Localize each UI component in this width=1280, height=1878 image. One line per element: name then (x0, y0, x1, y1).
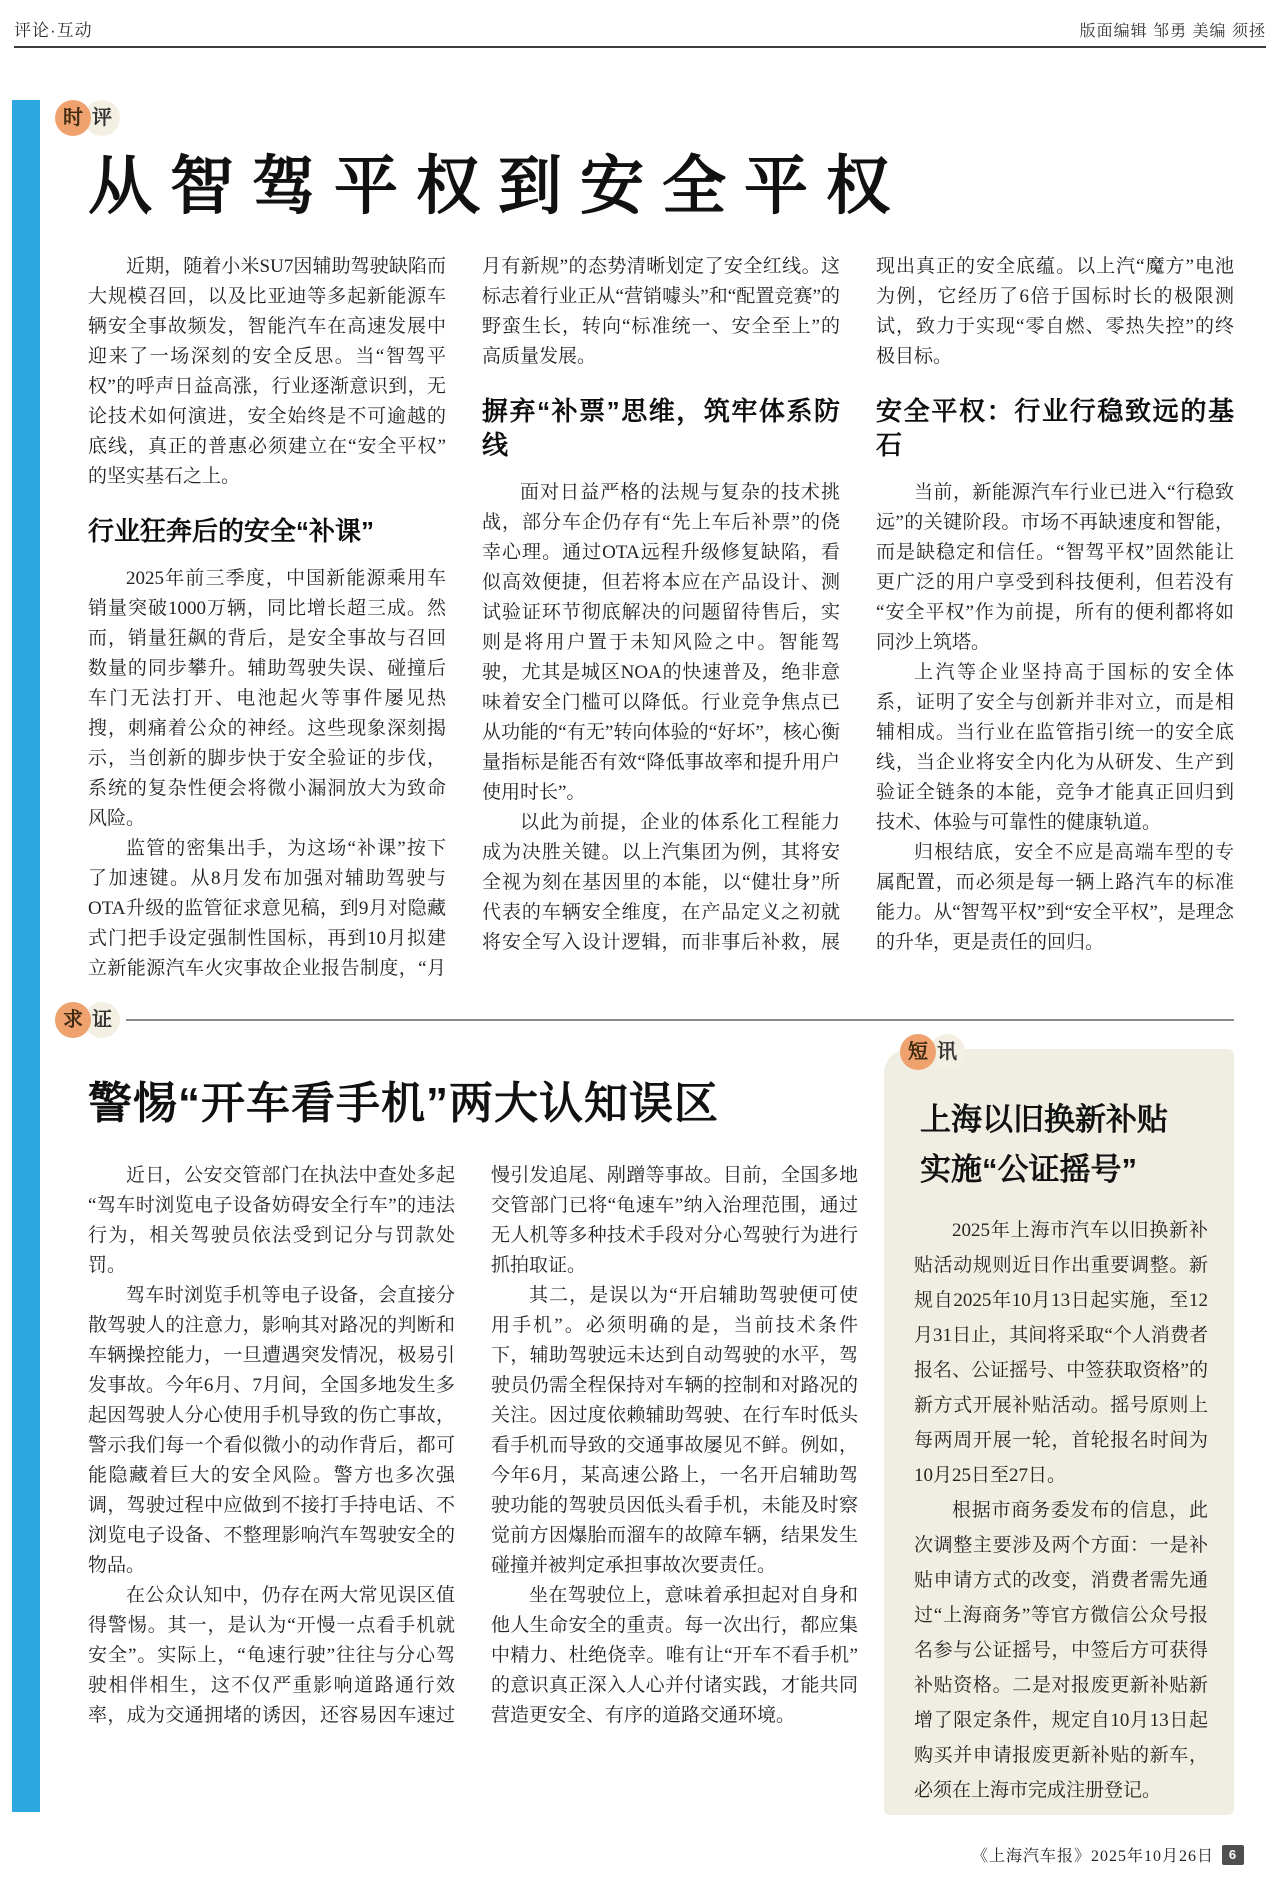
body-paragraph: 以此为前提，企业的体系化工程能力成为决胜关键。以上汽集团为例，其将安全视为刻在基因里的本能，以“健壮身”所代表的车辆安全维度，在产品定义之初就将安全写入设计逻辑，而非事后补救，展现出真正的安全底蕴。以上汽“魔方”电池为例，它经历了6倍于国标时长的极限测试，致力于实现“零自燃、零热失控”的终极目标。 (482, 256, 1234, 953)
body-paragraph: 上汽等企业坚持高于国标的安全体系，证明了安全与创新并非对立，而是相辅相成。当行业在监管指引统一的安全底线，当企业将安全内化为从研发、生产到验证全链条的本能，竞争才能真正回归到技术、体验与可靠性的健康轨道。 (876, 662, 1234, 833)
brief-title-line2: 实施“公证摇号” (920, 1152, 1137, 1187)
body-paragraph: 其二，是误以为“开启辅助驾驶便可使用手机”。必须明确的是，当前技术条件下，辅助驾驶远未达到自动驾驶的水平，驾驶员仍需全程保持对车辆的控制和对路况的关注。因过度依赖辅助驾驶、在行车时低头看手机而导致的交通事故屡见不鲜。例如，今年6月，某高速公路上，一名开启辅助驾驶功能的驾驶员因低头看手机，未能及时察觉前方因爆胎而溜车的故障车辆，结果发生碰撞并被判定承担事故次要责任。 (491, 1285, 858, 1576)
brief-title-line1: 上海以旧换新补贴 (920, 1102, 1168, 1137)
body-paragraph: 近日，公安交管部门在执法中查处多起“驾车时浏览电子设备妨碍安全行车”的违法行为，相关驾驶员依法受到记分与罚款处罚。 (88, 1165, 455, 1276)
body-paragraph: 监管的密集出手，为这场“补课”按下了加速键。从8月发布加强对辅助驾驶与OTA升级的监管征求意见稿，到9月对隐藏式门把手设定强制性国标，再到10月拟建立新能源汽车火灾事故企业报告制度，“月月有新规”的态势清晰划定了安全红线。这标志着行业正从“营销噱头”和“配置竞赛”的野蛮生长，转向“标准统一、安全至上”的高质量发展。 (88, 256, 840, 979)
badge-duanxun (900, 1034, 965, 1070)
divider-line (126, 1019, 1234, 1021)
body-paragraph: 面对日益严格的法规与复杂的技术挑战，部分车企仍存有“先上车后补票”的侥幸心理。通过OTA远程升级修复缺陷，看似高效便捷，但若将本应在产品设计、测试验证环节彻底解决的问题留待售后，实则是将用户置于未知风险之中。智能驾驶，尤其是城区NOA的快速普及，绝非意味着安全门槛可以降低。行业竞争焦点已从功能的“有无”转向体验的“好坏”，核心衡量指标是能否有效“降低事故率和提升用户使用时长”。 (482, 482, 840, 803)
masthead (14, 16, 1266, 41)
body-paragraph: 归根结底，安全不应是高端车型的专属配置，而必须是每一辆上路汽车的标准能力。从“智驾平权”到“安全平权”，是理念的升华，更是责任的回归。 (876, 842, 1234, 953)
body-paragraph: 在公众认知中，仍存在两大常见误区值得警惕。其一，是认为“开慢一点看手机就安全”。实际上，“龟速行驶”往往与分心驾驶相伴相生，这不仅严重影响道路通行效率，成为交通拥堵的诱因，还容易因车速过慢引发追尾、剐蹭等事故。目前，全国多地交管部门已将“龟速车”纳入治理范围，通过无人机等多种技术手段对分心驾驶行为进行抓拍取证。 (88, 1165, 858, 1726)
column-subhead: 安全平权：行业行稳致远的基石 (876, 396, 1234, 460)
badge-circle-cream: 讯 (929, 1034, 965, 1070)
body-paragraph: 根据市商务委发布的信息，此次调整主要涉及两个方面：一是补贴申请方式的改变，消费者需先通过“上海商务”等官方微信公众号报名参与公证摇号，中签后方可获得补贴资格。二是对报废更新补贴新增了限定条件，规定自10月13日起购买并申请报废更新补贴的新车，必须在上海市完成注册登记。 (914, 1500, 1208, 1801)
article2-columns (88, 1161, 858, 1731)
article1-columns (88, 252, 1234, 984)
header-rule (14, 46, 1266, 48)
badge-circle-cream: 评 (84, 100, 120, 136)
body-paragraph: 当前，新能源汽车行业已进入“行稳致远”的关键阶段。市场不再缺速度和智能，而是缺稳定和信任。“智驾平权”固然能让更广泛的用户享受到科技便利，但若没有“安全平权”作为前提，所有的便利都将如同沙上筑塔。 (876, 482, 1234, 653)
editors-credit: 版面编辑 邹勇 美编 须拯 (1079, 23, 1266, 40)
brief-title (920, 1095, 1208, 1195)
article-phone-warning (88, 1049, 858, 1815)
article2-title: 警惕“开车看手机”两大认知误区 (88, 1079, 719, 1128)
article1-title: 从智驾平权到安全平权 (88, 150, 908, 222)
body-paragraph: 近期，随着小米SU7因辅助驾驶缺陷而大规模召回，以及比亚迪等多起新能源车辆安全事故频发，智能汽车在高速发展中迎来了一场深刻的安全反思。当“智驾平权”的呼声日益高涨，行业逐渐意识到，无论技术如何演进，安全始终是不可逾越的底线，真正的普惠必须建立在“安全平权”的坚实基石之上。 (88, 256, 446, 487)
column-subhead: 摒弃“补票”思维，筑牢体系防线 (482, 396, 840, 460)
body-paragraph: 2025年前三季度，中国新能源乘用车销量突破1000万辆，同比增长超三成。然而，销量狂飙的背后，是安全事故与召回数量的同步攀升。辅助驾驶失误、碰撞后车门无法打开、电池起火等事件屡见热搜，刺痛着公众的神经。这些现象深刻揭示，当创新的脚步快于安全验证的步伐，系统的复杂性便会将微小漏洞放大为致命风险。 (88, 568, 446, 829)
page-footer (972, 1843, 1244, 1866)
badge-shiping (55, 100, 120, 136)
page-content (63, 100, 1234, 1815)
badge-qiuzheng (55, 1002, 120, 1038)
brief-body (914, 1213, 1208, 1808)
brief-news-box (884, 1041, 1234, 1815)
column-subhead: 行业狂奔后的安全“补课” (88, 516, 375, 546)
badge-circle-orange: 求 (55, 1002, 91, 1038)
bottom-section (88, 1041, 1234, 1815)
page-number-badge: 6 (1222, 1845, 1244, 1865)
body-paragraph: 2025年上海市汽车以旧换新补贴活动规则近日作出重要调整。新规自2025年10月13日起实施，至12月31日止，其间将采取“个人消费者报名、公证摇号、中签获取资格”的新方式开展补贴活动。摇号原则上每两周开展一轮，首轮报名时间为10月25日至27日。 (914, 1220, 1208, 1486)
badge-circle-cream: 证 (84, 1002, 120, 1038)
article-commentary (63, 100, 1234, 984)
body-paragraph: 驾车时浏览手机等电子设备，会直接分散驾驶人的注意力，影响其对路况的判断和车辆操控能力，一旦遭遇突发情况，极易引发事故。今年6月、7月间，全国多地发生多起因驾驶人分心使用手机导致的伤亡事故，警示我们每一个看似微小的动作背后，都可能隐藏着巨大的安全风险。警方也多次强调，驾驶过程中应做到不接打手持电话、不浏览电子设备、不整理影响汽车驾驶安全的物品。 (88, 1285, 455, 1576)
badge-circle-orange: 短 (900, 1034, 936, 1070)
accent-bar (12, 100, 40, 1812)
section-divider (63, 1002, 1234, 1038)
badge-circle-orange: 时 (55, 100, 91, 136)
body-paragraph: 坐在驾驶位上，意味着承担起对自身和他人生命安全的重责。每一次出行，都应集中精力、杜绝侥幸。唯有让“开车不看手机”的意识真正深入人心并付诸实践，才能共同营造更安全、有序的道路交通环境。 (491, 1585, 858, 1726)
section-label: 评论·互动 (14, 21, 93, 40)
publication-date: 《上海汽车报》2025年10月26日 (971, 1848, 1214, 1865)
